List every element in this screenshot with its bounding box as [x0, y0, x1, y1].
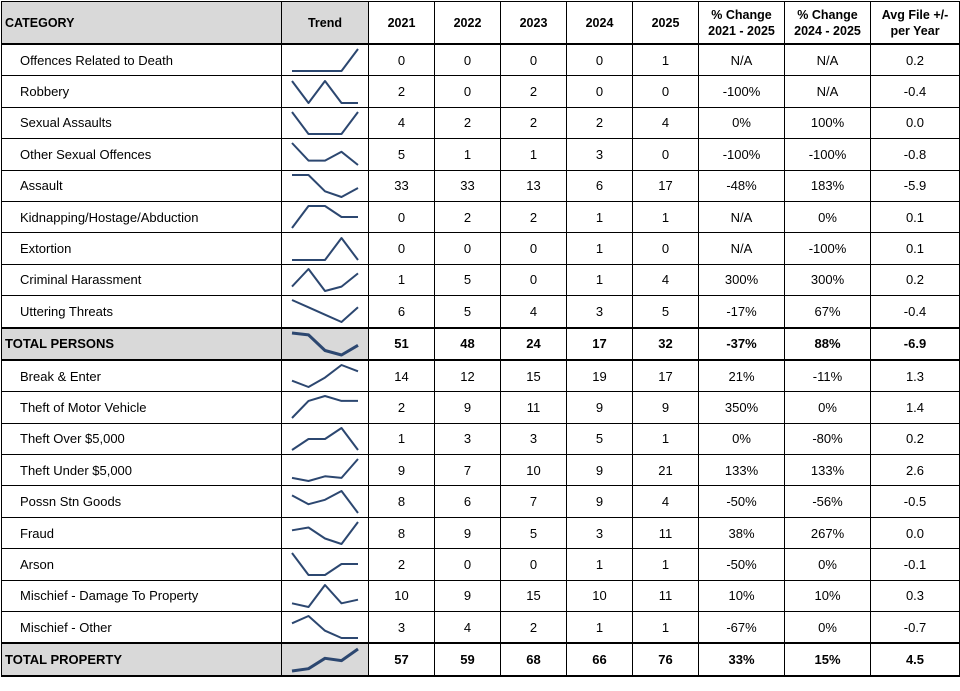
sparkline-path [292, 491, 358, 513]
value-2023: 5 [501, 517, 567, 548]
value-2024: 1 [567, 201, 633, 232]
pct-change-1yr: 67% [785, 296, 871, 328]
trend-cell [282, 201, 369, 232]
table-row [2, 139, 960, 170]
value-2025: 32 [633, 328, 699, 360]
pct-change-5yr: -50% [699, 486, 785, 517]
avg-file-per-year: -0.4 [871, 296, 960, 328]
value-2024: 66 [567, 643, 633, 675]
value-2024: 1 [567, 264, 633, 295]
header-pct-5yr-line1: % Change [711, 7, 772, 22]
pct-change-5yr: 0% [699, 423, 785, 454]
trend-cell [282, 139, 369, 170]
header-trend: Trend [282, 2, 369, 45]
pct-change-5yr: 133% [699, 455, 785, 486]
value-2025: 11 [633, 517, 699, 548]
sparkline-path [292, 300, 358, 322]
value-2022: 0 [435, 76, 501, 107]
trend-cell [282, 107, 369, 138]
value-2023: 0 [501, 264, 567, 295]
category-cell: Extortion [2, 233, 282, 264]
avg-file-per-year: -0.5 [871, 486, 960, 517]
category-cell: Mischief - Damage To Property [2, 580, 282, 611]
table-row [2, 44, 960, 76]
value-2022: 9 [435, 392, 501, 423]
sparkline-path [292, 553, 358, 575]
value-2024: 2 [567, 107, 633, 138]
value-2025: 1 [633, 423, 699, 454]
value-2025: 0 [633, 76, 699, 107]
pct-change-1yr: 0% [785, 549, 871, 580]
avg-file-per-year: 0.2 [871, 264, 960, 295]
table-row [2, 360, 960, 392]
pct-change-1yr: -100% [785, 233, 871, 264]
table-row [2, 455, 960, 486]
category-cell: TOTAL PROPERTY [2, 643, 282, 675]
value-2023: 4 [501, 296, 567, 328]
category-cell: Arson [2, 549, 282, 580]
avg-file-per-year: 0.2 [871, 423, 960, 454]
sparkline-path [292, 459, 358, 481]
pct-change-5yr: -50% [699, 549, 785, 580]
value-2024: 19 [567, 360, 633, 392]
pct-change-1yr: 10% [785, 580, 871, 611]
header-avg-file [871, 2, 960, 45]
value-2021: 57 [369, 643, 435, 675]
value-2022: 5 [435, 264, 501, 295]
pct-change-5yr: 350% [699, 392, 785, 423]
category-cell: Possn Stn Goods [2, 486, 282, 517]
avg-file-per-year: 1.4 [871, 392, 960, 423]
trend-cell [282, 580, 369, 611]
sparkline-path [292, 333, 358, 355]
value-2024: 1 [567, 549, 633, 580]
category-cell: Sexual Assaults [2, 107, 282, 138]
pct-change-1yr: 15% [785, 643, 871, 675]
trend-cell [282, 328, 369, 360]
pct-change-1yr: -80% [785, 423, 871, 454]
sparkline-path [292, 649, 358, 671]
value-2022: 5 [435, 296, 501, 328]
header-2022: 2022 [435, 2, 501, 45]
header-pct-change-5yr [699, 2, 785, 45]
value-2021: 1 [369, 423, 435, 454]
pct-change-5yr: -100% [699, 139, 785, 170]
value-2023: 13 [501, 170, 567, 201]
pct-change-5yr: 38% [699, 517, 785, 548]
value-2023: 3 [501, 423, 567, 454]
trend-sparkline [289, 455, 361, 485]
value-2021: 2 [369, 392, 435, 423]
trend-cell [282, 76, 369, 107]
trend-sparkline [289, 296, 361, 326]
value-2021: 6 [369, 296, 435, 328]
pct-change-1yr: -11% [785, 360, 871, 392]
trend-cell [282, 44, 369, 76]
value-2021: 8 [369, 517, 435, 548]
trend-sparkline [289, 108, 361, 138]
value-2022: 0 [435, 233, 501, 264]
value-2025: 1 [633, 549, 699, 580]
trend-cell [282, 423, 369, 454]
table-row [2, 233, 960, 264]
trend-sparkline [289, 77, 361, 107]
trend-cell [282, 296, 369, 328]
category-cell: Break & Enter [2, 360, 282, 392]
trend-cell [282, 517, 369, 548]
value-2022: 59 [435, 643, 501, 675]
avg-file-per-year: -0.4 [871, 76, 960, 107]
pct-change-1yr: 133% [785, 455, 871, 486]
sparkline-path [292, 238, 358, 260]
trend-cell [282, 233, 369, 264]
trend-cell [282, 486, 369, 517]
value-2023: 2 [501, 612, 567, 644]
value-2025: 76 [633, 643, 699, 675]
value-2023: 7 [501, 486, 567, 517]
value-2023: 10 [501, 455, 567, 486]
crime-statistics-table [1, 1, 960, 677]
avg-file-per-year: 0.2 [871, 44, 960, 76]
category-cell: Offences Related to Death [2, 44, 282, 76]
value-2023: 15 [501, 580, 567, 611]
value-2021: 33 [369, 170, 435, 201]
table-row [2, 170, 960, 201]
table-row [2, 201, 960, 232]
trend-sparkline [289, 645, 361, 675]
value-2024: 0 [567, 76, 633, 107]
trend-cell [282, 612, 369, 644]
trend-sparkline [289, 612, 361, 642]
value-2021: 4 [369, 107, 435, 138]
value-2022: 7 [435, 455, 501, 486]
sparkline-path [292, 428, 358, 450]
value-2021: 8 [369, 486, 435, 517]
value-2024: 10 [567, 580, 633, 611]
avg-file-per-year: 2.6 [871, 455, 960, 486]
table-row [2, 107, 960, 138]
value-2022: 0 [435, 44, 501, 76]
sparkline-path [292, 49, 358, 71]
header-pct-1yr-line1: % Change [797, 7, 858, 22]
value-2025: 5 [633, 296, 699, 328]
table-total-row [2, 328, 960, 360]
table-row [2, 264, 960, 295]
trend-sparkline [289, 424, 361, 454]
value-2025: 4 [633, 107, 699, 138]
value-2022: 9 [435, 580, 501, 611]
value-2025: 4 [633, 264, 699, 295]
trend-sparkline [289, 202, 361, 232]
value-2021: 3 [369, 612, 435, 644]
value-2025: 0 [633, 233, 699, 264]
trend-cell [282, 455, 369, 486]
value-2025: 11 [633, 580, 699, 611]
value-2025: 9 [633, 392, 699, 423]
value-2021: 0 [369, 201, 435, 232]
value-2024: 1 [567, 612, 633, 644]
sparkline-path [292, 396, 358, 418]
value-2025: 1 [633, 44, 699, 76]
table-row [2, 580, 960, 611]
sparkline-path [292, 175, 358, 197]
sparkline-path [292, 585, 358, 607]
trend-sparkline [289, 487, 361, 517]
value-2024: 3 [567, 139, 633, 170]
value-2022: 0 [435, 549, 501, 580]
value-2025: 1 [633, 612, 699, 644]
sparkline-path [292, 81, 358, 103]
trend-sparkline [289, 329, 361, 359]
header-2021: 2021 [369, 2, 435, 45]
avg-file-per-year: 0.1 [871, 201, 960, 232]
pct-change-1yr: 0% [785, 392, 871, 423]
pct-change-5yr: N/A [699, 201, 785, 232]
trend-sparkline [289, 234, 361, 264]
pct-change-5yr: 300% [699, 264, 785, 295]
pct-change-5yr: 21% [699, 360, 785, 392]
avg-file-per-year: -0.1 [871, 549, 960, 580]
category-cell: Robbery [2, 76, 282, 107]
value-2021: 0 [369, 233, 435, 264]
value-2023: 2 [501, 201, 567, 232]
header-avg-line1: Avg File +/- [881, 7, 949, 22]
sparkline-path [292, 206, 358, 228]
trend-cell [282, 360, 369, 392]
trend-sparkline [289, 581, 361, 611]
pct-change-5yr: 10% [699, 580, 785, 611]
avg-file-per-year: 4.5 [871, 643, 960, 675]
value-2024: 3 [567, 296, 633, 328]
value-2024: 3 [567, 517, 633, 548]
trend-sparkline [289, 171, 361, 201]
value-2022: 4 [435, 612, 501, 644]
header-row [2, 2, 960, 45]
pct-change-5yr: 0% [699, 107, 785, 138]
value-2021: 5 [369, 139, 435, 170]
value-2023: 11 [501, 392, 567, 423]
trend-cell [282, 392, 369, 423]
trend-sparkline [289, 361, 361, 391]
category-cell: Theft Under $5,000 [2, 455, 282, 486]
value-2024: 9 [567, 392, 633, 423]
table-body [2, 44, 960, 676]
value-2023: 2 [501, 76, 567, 107]
pct-change-1yr: 88% [785, 328, 871, 360]
sparkline-path [292, 522, 358, 544]
pct-change-1yr: -100% [785, 139, 871, 170]
sparkline-path [292, 365, 358, 387]
avg-file-per-year: 1.3 [871, 360, 960, 392]
value-2023: 24 [501, 328, 567, 360]
sparkline-path [292, 112, 358, 134]
category-cell: TOTAL PERSONS [2, 328, 282, 360]
table-row [2, 486, 960, 517]
table-row [2, 517, 960, 548]
header-pct-change-1yr [785, 2, 871, 45]
category-cell: Mischief - Other [2, 612, 282, 644]
table-row [2, 296, 960, 328]
value-2022: 12 [435, 360, 501, 392]
value-2024: 9 [567, 486, 633, 517]
value-2022: 6 [435, 486, 501, 517]
avg-file-per-year: 0.1 [871, 233, 960, 264]
value-2022: 48 [435, 328, 501, 360]
sparkline-path [292, 616, 358, 638]
value-2023: 0 [501, 44, 567, 76]
value-2025: 17 [633, 360, 699, 392]
pct-change-1yr: 267% [785, 517, 871, 548]
avg-file-per-year: -0.7 [871, 612, 960, 644]
pct-change-5yr: -100% [699, 76, 785, 107]
value-2022: 2 [435, 107, 501, 138]
value-2024: 5 [567, 423, 633, 454]
pct-change-5yr: 33% [699, 643, 785, 675]
table-row [2, 612, 960, 644]
value-2022: 3 [435, 423, 501, 454]
table-row [2, 423, 960, 454]
pct-change-1yr: 0% [785, 612, 871, 644]
trend-cell [282, 549, 369, 580]
category-cell: Uttering Threats [2, 296, 282, 328]
pct-change-1yr: N/A [785, 44, 871, 76]
pct-change-1yr: 300% [785, 264, 871, 295]
pct-change-1yr: 0% [785, 201, 871, 232]
avg-file-per-year: -5.9 [871, 170, 960, 201]
category-cell: Fraud [2, 517, 282, 548]
trend-sparkline [289, 139, 361, 169]
value-2021: 0 [369, 44, 435, 76]
value-2021: 1 [369, 264, 435, 295]
trend-cell [282, 264, 369, 295]
value-2021: 14 [369, 360, 435, 392]
trend-sparkline [289, 392, 361, 422]
value-2024: 6 [567, 170, 633, 201]
trend-cell [282, 643, 369, 675]
value-2025: 21 [633, 455, 699, 486]
header-category: CATEGORY [2, 2, 282, 45]
avg-file-per-year: 0.0 [871, 107, 960, 138]
value-2021: 2 [369, 76, 435, 107]
value-2025: 1 [633, 201, 699, 232]
value-2022: 9 [435, 517, 501, 548]
value-2021: 2 [369, 549, 435, 580]
avg-file-per-year: 0.0 [871, 517, 960, 548]
trend-sparkline [289, 518, 361, 548]
value-2024: 1 [567, 233, 633, 264]
value-2022: 1 [435, 139, 501, 170]
avg-file-per-year: 0.3 [871, 580, 960, 611]
avg-file-per-year: -0.8 [871, 139, 960, 170]
header-2024: 2024 [567, 2, 633, 45]
value-2023: 0 [501, 549, 567, 580]
table-total-row [2, 643, 960, 675]
value-2023: 15 [501, 360, 567, 392]
header-2023: 2023 [501, 2, 567, 45]
value-2024: 17 [567, 328, 633, 360]
value-2021: 51 [369, 328, 435, 360]
value-2024: 9 [567, 455, 633, 486]
value-2023: 2 [501, 107, 567, 138]
sparkline-path [292, 143, 358, 165]
value-2022: 33 [435, 170, 501, 201]
category-cell: Other Sexual Offences [2, 139, 282, 170]
category-cell: Theft of Motor Vehicle [2, 392, 282, 423]
table-row [2, 549, 960, 580]
trend-sparkline [289, 45, 361, 75]
pct-change-5yr: N/A [699, 44, 785, 76]
table-row [2, 392, 960, 423]
value-2023: 1 [501, 139, 567, 170]
header-avg-line2: per Year [890, 23, 940, 38]
category-cell: Kidnapping/Hostage/Abduction [2, 201, 282, 232]
pct-change-5yr: N/A [699, 233, 785, 264]
category-cell: Criminal Harassment [2, 264, 282, 295]
value-2021: 10 [369, 580, 435, 611]
pct-change-1yr: N/A [785, 76, 871, 107]
pct-change-1yr: 183% [785, 170, 871, 201]
header-pct-1yr-line2: 2024 - 2025 [794, 23, 861, 38]
table-row [2, 76, 960, 107]
trend-cell [282, 170, 369, 201]
header-2025: 2025 [633, 2, 699, 45]
value-2022: 2 [435, 201, 501, 232]
pct-change-5yr: -48% [699, 170, 785, 201]
value-2023: 0 [501, 233, 567, 264]
pct-change-1yr: -56% [785, 486, 871, 517]
sparkline-path [292, 269, 358, 291]
trend-sparkline [289, 549, 361, 579]
avg-file-per-year: -6.9 [871, 328, 960, 360]
pct-change-5yr: -37% [699, 328, 785, 360]
category-cell: Theft Over $5,000 [2, 423, 282, 454]
value-2023: 68 [501, 643, 567, 675]
value-2024: 0 [567, 44, 633, 76]
value-2025: 17 [633, 170, 699, 201]
header-pct-5yr-line2: 2021 - 2025 [708, 23, 775, 38]
pct-change-1yr: 100% [785, 107, 871, 138]
value-2025: 4 [633, 486, 699, 517]
pct-change-5yr: -17% [699, 296, 785, 328]
trend-sparkline [289, 265, 361, 295]
category-cell: Assault [2, 170, 282, 201]
value-2025: 0 [633, 139, 699, 170]
pct-change-5yr: -67% [699, 612, 785, 644]
value-2021: 9 [369, 455, 435, 486]
